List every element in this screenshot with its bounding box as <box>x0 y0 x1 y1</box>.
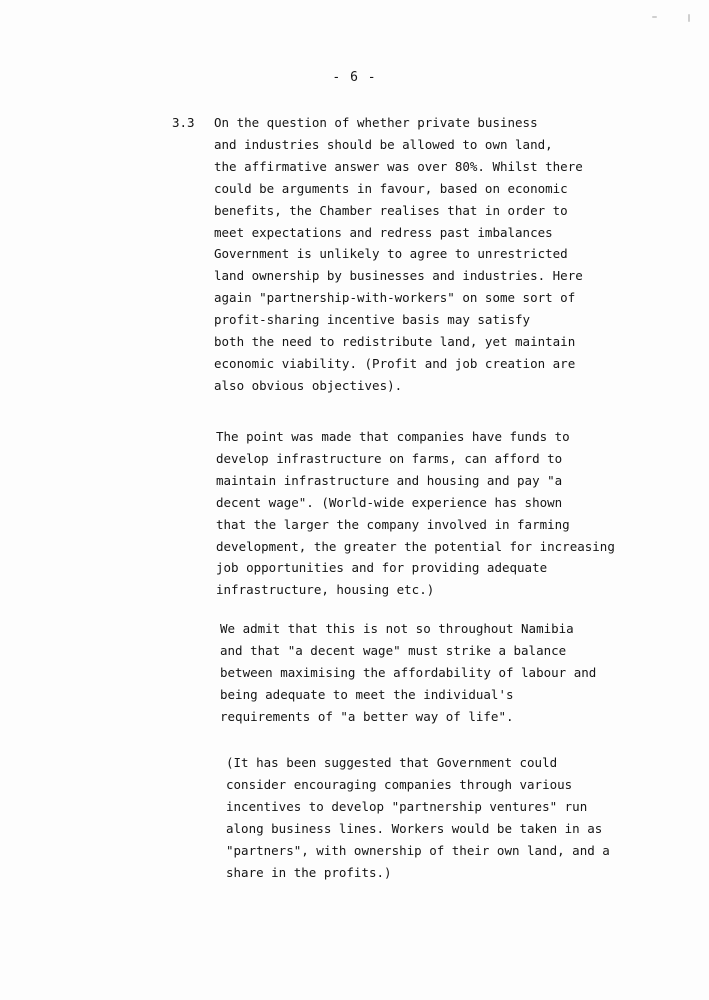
text-line: both the need to redistribute land, yet maintain <box>214 334 576 350</box>
text-line: On the question of whether private business <box>214 115 538 130</box>
text-line: being adequate to meet the individual's <box>220 686 514 702</box>
text-line: could be arguments in favour, based on economic <box>214 180 568 196</box>
text-line: job opportunities and for providing adequate <box>216 560 548 576</box>
text-line: and industries should be allowed to own land, <box>214 136 553 152</box>
text-line: consider encouraging companies through various <box>226 776 573 792</box>
text-line: "partners", with ownership of their own land, and a <box>226 842 610 858</box>
scan-mark <box>652 16 657 18</box>
text-line: infrastructure, housing etc.) <box>216 582 435 598</box>
paragraph-decent-wage <box>220 618 620 728</box>
text-line: that the larger the company involved in farming <box>216 516 570 532</box>
text-line: incentives to develop "partnership ventures" run <box>226 798 588 814</box>
text-line: (It has been suggested that Government could <box>226 755 558 770</box>
text-line: again "partnership-with-workers" on some sort of <box>214 290 576 306</box>
text-line: also obvious objectives). <box>214 377 403 393</box>
text-line: land ownership by businesses and industries. Here <box>214 268 583 284</box>
text-line: meet expectations and redress past imbalances <box>214 224 553 240</box>
paragraph-company-funds <box>216 426 616 601</box>
text-line: the affirmative answer was over 80%. Whilst there <box>214 158 583 174</box>
scan-mark <box>688 14 690 22</box>
text-line: along business lines. Workers would be taken in as <box>226 820 603 836</box>
text-line: development, the greater the potential for increasing <box>216 538 615 554</box>
text-line: between maximising the affordability of labour and <box>220 664 597 680</box>
text-line: develop infrastructure on farms, can afford to <box>216 450 563 466</box>
paragraph-private-land-ownership <box>214 112 614 397</box>
page-number: - 6 - <box>332 70 377 85</box>
text-line: decent wage". (World-wide experience has shown <box>216 494 563 510</box>
text-line: The point was made that companies have funds to <box>216 429 570 444</box>
text-line: benefits, the Chamber realises that in order to <box>214 202 568 218</box>
text-line: and that "a decent wage" must strike a balance <box>220 642 567 658</box>
paragraph-partnership-ventures <box>226 752 626 883</box>
section-number: 3.3 <box>172 115 195 130</box>
text-line: profit-sharing incentive basis may satisfy <box>214 312 531 328</box>
text-line: maintain infrastructure and housing and pay "a <box>216 472 563 488</box>
text-line: requirements of "a better way of life". <box>220 708 514 724</box>
text-line: share in the profits.) <box>226 864 392 880</box>
text-line: economic viability. (Profit and job creation are <box>214 355 576 371</box>
text-line: Government is unlikely to agree to unrestricted <box>214 246 568 262</box>
text-line: We admit that this is not so throughout Namibia <box>220 621 574 636</box>
